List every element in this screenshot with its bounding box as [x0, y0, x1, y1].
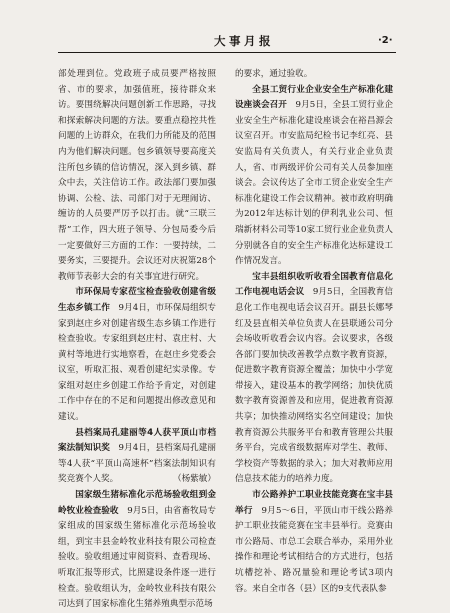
news-headline: 市环保局专家莅宝检查验收创建省级生态乡镇工作 [58, 287, 216, 313]
paragraph: 的要求，通过验收。 [235, 69, 313, 79]
news-body: 9月5～6日，平顶山市干线公路养护工职业技能竞赛在宝丰县举行。竞赛由市公路局、市总工会联合举办，采用外业操作和理论考试相结合的方式进行，包括坑槽挖补、路况量验和理论考试3项内容。来自全市各（县）区的9支代表队参 [235, 505, 393, 594]
news-item [235, 83, 393, 270]
news-body: 9月5日，全县工贸行业企业安全生产标准化建设座谈会在裕昌源会议室召开。市安监局纪检书记李红亮、县安监局有关负责人，有关行业企业负责人，省、市两级评价公司有关人员参加座谈会。会议传达了全市工贸企业安全生产标准化建设工作会议精神。被市政府明确为2012年达标计划的伊利乳业公司、恒瑞新材料公司等10家工贸行业企业负责人分别就各自的安全生产标准化达标建设工作情况发言。 [235, 100, 393, 267]
right-column [235, 67, 393, 594]
news-item [58, 426, 216, 488]
news-headline: 宝丰县组织收听收看全国教育信息化工作电视电话会议 [235, 271, 393, 298]
news-item [58, 488, 216, 613]
page-number: ·2· [378, 35, 393, 46]
page-header [0, 0, 450, 50]
news-item [235, 488, 393, 597]
news-headline: 全县工贸行业企业安全生产标准化建设座谈会召开 [235, 84, 393, 111]
news-item [58, 285, 216, 425]
news-headline: 县档案局孔建丽等4人获平顶山市档案法制知识奖 [58, 427, 216, 454]
news-body: 9月5日，由省畜牧局专家组成的国家级生猪标准化示范场验收组，到宝丰县金岭牧业科技有限公司检查验收。验收组通过审阅资料、查看现场、听取汇报等形式，比照建设条件逐一进行检查。验收组认为，金岭牧业科技有限公司达到了国家标准化生猪养殖典型示范场 [58, 505, 216, 610]
header-divider [58, 52, 396, 53]
news-body: 9月4日，市环保局组织专家到赵庄乡对创建省级生态乡镇工作进行检查验收。专家组到赵庄村、袁庄村、大黄村等地进行实地察看，在赵庄乡党委会议室，听取汇报、观看创建纪实录像。专家组对赵庄乡创建工作给予肯定，对创建工作中存在的不足和问题提出修改意见和建议。 [58, 302, 216, 423]
news-item [235, 270, 393, 488]
paragraph: 部处理到位。党政班子成员要严格按照省、市的要求，加强值班，接待群众来访。要围绕解决问题创新工作思路，寻找和探索解决问题的方法。要重点稳控共性问题的上访群众，在我们力所能及的范围内为他们解决问题。包乡镇领导要高度关注所包乡镇的信访情况，深入到乡镇、群众中去，关注信访工作。政法部门要加强协调、公检、法、司部门对于无理闹访、缠访的人员要严厉予以打击。就“三联三帮”工作，四大班子领导、分包局委今后一定要做好三方面的工作：一要持续，二要务实，三要提升。会议还对庆祝第28个教师节表彰大会的有关事宜进行研究。 [58, 69, 216, 282]
news-body: 9月4日，县档案局孔建丽等4人获“平顶山高速杯”档案法制知识有奖竞赛个人奖。 [58, 443, 216, 485]
author-credit: （杨紫敏） [173, 474, 216, 485]
news-headline: 国家级生猪标准化示范场验收组到金岭牧业检查验收 [58, 490, 216, 516]
left-column [58, 67, 216, 610]
news-headline: 市公路养护工职业技能竞赛在宝丰县举行 [235, 490, 393, 516]
news-body: 9月5日，全国教育信息化工作电视电话会议召开。副县长娜琴红及县直相关单位负责人在县联通公司分会场收听收看会议内容。会议要求，各级各部门要加快改善教学点数字教育资源，促进数字教育资源全覆盖；加快中小学宽带接入，建设基本的教学网络；加快优质数字教育资源普及和应用，促进教育资源共享；加快推动网络实名空间建设；加快教育资源公共服务平台和教育管理公共服务平台，完成省级数据库对学生、教师、学校资产等数据的录入；加大对教师应用信息技术能力的培养力度。 [235, 287, 393, 485]
publication-title: 大事月报 [214, 34, 274, 48]
